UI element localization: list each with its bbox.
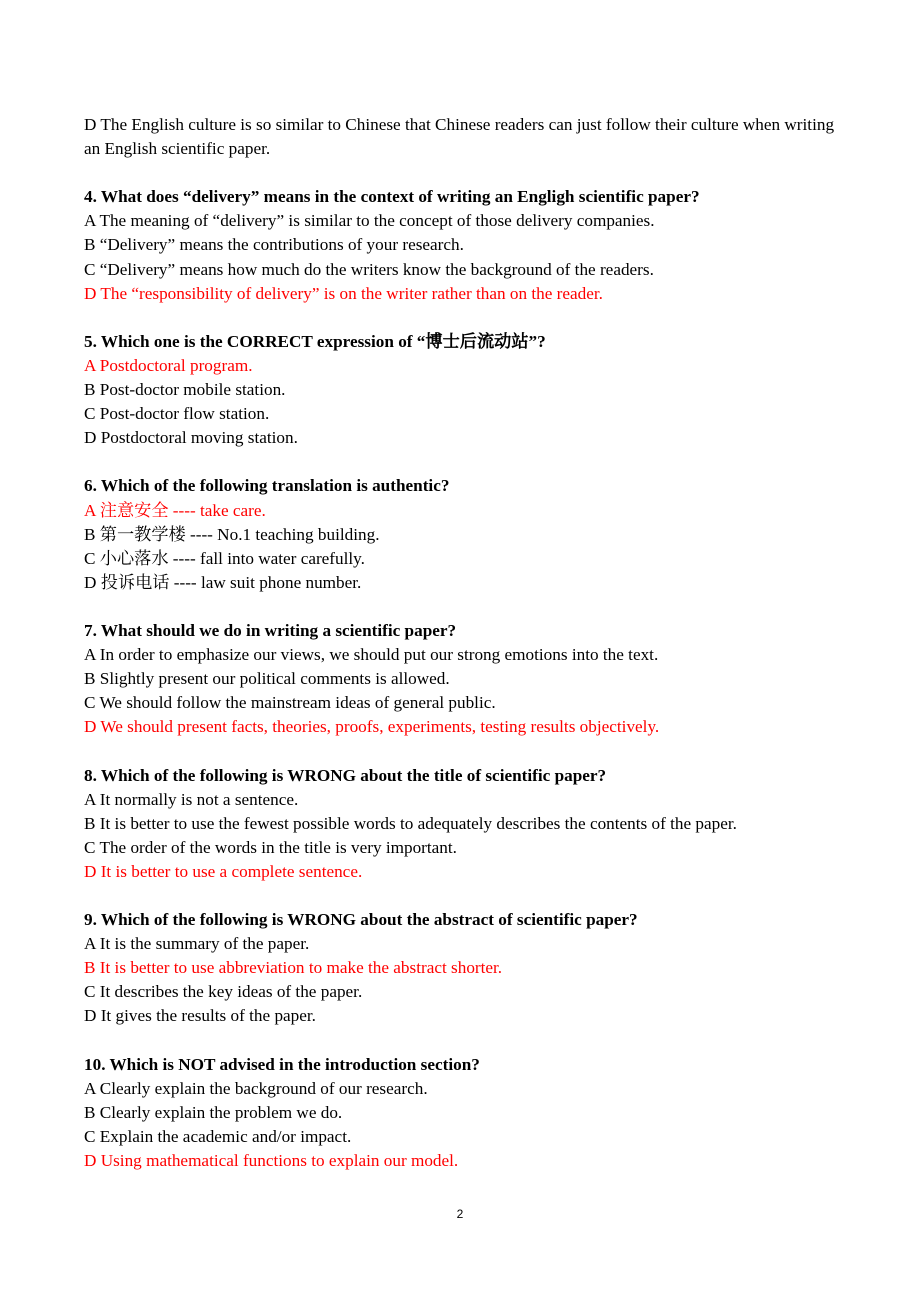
answer-option: C “Delivery” means how much do the writers know the background of the readers.: [84, 259, 654, 279]
question-block: [84, 908, 844, 1028]
correct-answer-option: D It is better to use a complete sentence.: [84, 861, 363, 881]
answer-option: D 投诉电话 ---- law suit phone number.: [84, 572, 362, 592]
answer-option: A Clearly explain the background of our research.: [84, 1078, 428, 1098]
question-text: 9. Which of the following is WRONG about the abstract of scientific paper?: [84, 910, 638, 930]
question-block: [84, 185, 844, 305]
answer-option: C We should follow the mainstream ideas of general public.: [84, 693, 496, 713]
correct-answer-option: B It is better to use abbreviation to make the abstract shorter.: [84, 958, 503, 978]
answer-option: A It normally is not a sentence.: [84, 789, 299, 809]
answer-option: C It describes the key ideas of the paper.: [84, 982, 363, 1002]
question-text: 6. Which of the following translation is authentic?: [84, 476, 450, 496]
question-text: 7. What should we do in writing a scientific paper?: [84, 620, 457, 640]
page-number: 2: [456, 1207, 464, 1221]
answer-option: B Post-doctor mobile station.: [84, 380, 286, 400]
answer-option: A It is the summary of the paper.: [84, 934, 310, 954]
correct-answer-option: D Using mathematical functions to explain our model.: [84, 1151, 459, 1171]
answer-option: C Post-doctor flow station.: [84, 404, 270, 424]
question-text: 10. Which is NOT advised in the introduction section?: [84, 1054, 480, 1074]
question-block: [84, 330, 844, 450]
correct-answer-option: A 注意安全 ---- take care.: [84, 500, 266, 520]
question-block: [84, 474, 844, 594]
question-text: 8. Which of the following is WRONG about the title of scientific paper?: [84, 765, 607, 785]
correct-answer-option: A Postdoctoral program.: [84, 355, 253, 375]
answer-option: A The meaning of “delivery” is similar to the concept of those delivery companies.: [84, 211, 655, 231]
correct-answer-option: D The “responsibility of delivery” is on the writer rather than on the reader.: [84, 283, 603, 303]
question-block: [84, 764, 844, 884]
answer-option: B It is better to use the fewest possible words to adequately describes the contents of the paper.: [84, 813, 737, 833]
question-block: [84, 619, 844, 739]
question-text: 5. Which one is the CORRECT expression of “博士后流动站”?: [84, 331, 546, 351]
question-text: 4. What does “delivery” means in the context of writing an Engligh scientific paper?: [84, 187, 700, 207]
answer-option: C 小心落水 ---- fall into water carefully.: [84, 548, 365, 568]
answer-option: B Clearly explain the problem we do.: [84, 1102, 343, 1122]
answer-option: D Postdoctoral moving station.: [84, 428, 298, 448]
intro-option-d: D The English culture is so similar to Chinese that Chinese readers can just follow their culture when writing an English scientific paper.: [84, 115, 835, 159]
answer-option: B Slightly present our political comments is allowed.: [84, 669, 450, 689]
answer-option: B “Delivery” means the contributions of your research.: [84, 235, 464, 255]
answer-option: C The order of the words in the title is very important.: [84, 837, 457, 857]
answer-option: B 第一教学楼 ---- No.1 teaching building.: [84, 524, 380, 544]
answer-option: A In order to emphasize our views, we should put our strong emotions into the text.: [84, 645, 659, 665]
answer-option: C Explain the academic and/or impact.: [84, 1126, 352, 1146]
correct-answer-option: D We should present facts, theories, proofs, experiments, testing results objectively.: [84, 717, 660, 737]
question-list: [84, 185, 844, 1173]
question-block: [84, 1053, 844, 1173]
document-body: [84, 113, 844, 1173]
answer-option: D It gives the results of the paper.: [84, 1006, 316, 1026]
